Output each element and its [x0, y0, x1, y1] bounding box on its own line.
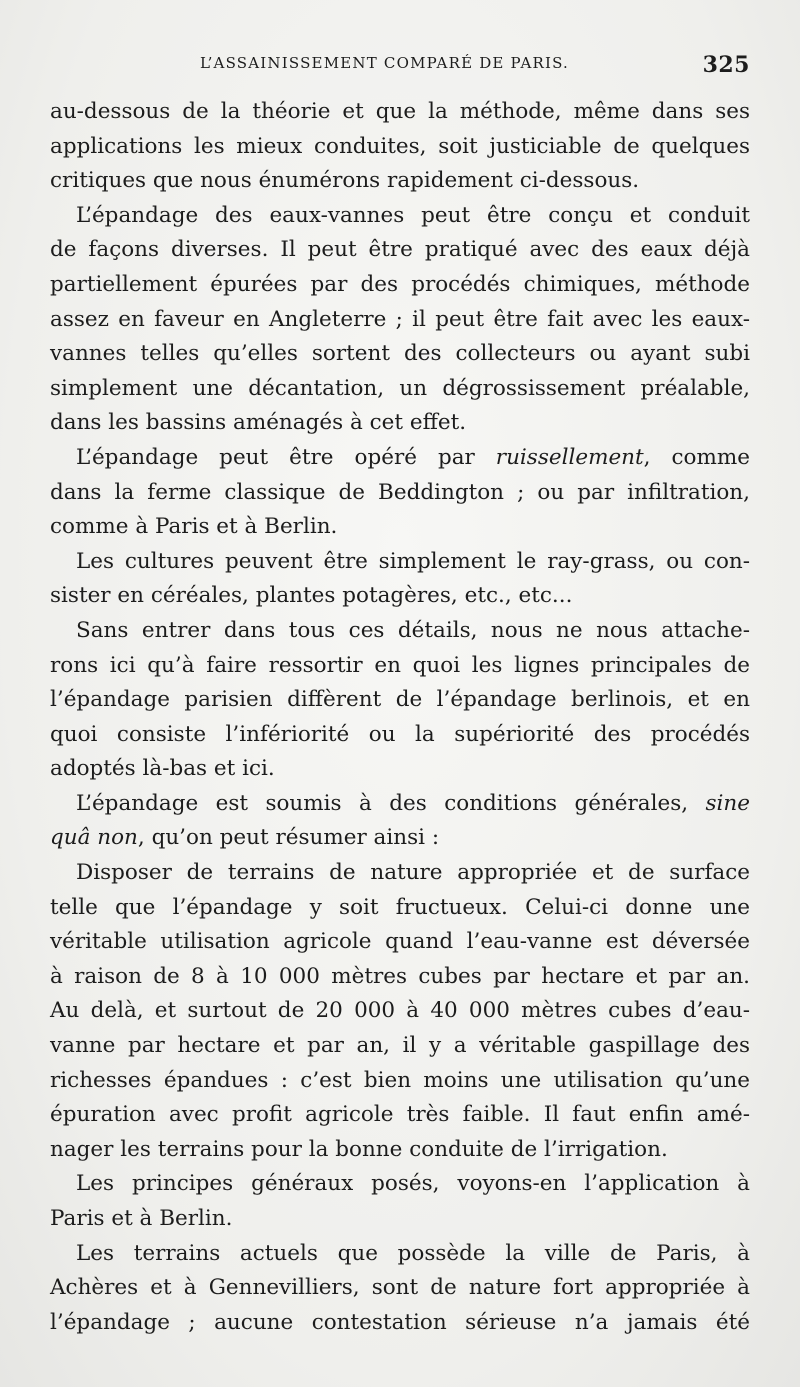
- text-line: partiellement épurées par des procédés chimiques, méthode: [50, 271, 750, 297]
- text-line: simplement une décantation, un dégrossissement préalable,: [50, 375, 750, 401]
- text-line: Les cultures peuvent être simplement le ray-grass, ou con-: [76, 548, 750, 574]
- text-line: critiques que nous énumérons rapidement ci-dessous.: [50, 168, 640, 194]
- italic-term: quâ non: [50, 825, 138, 851]
- page-number: 325: [702, 52, 750, 78]
- text-line: vannes telles qu’elles sortent des collecteurs ou ayant subi: [50, 341, 750, 367]
- text-line: quoi consiste l’infériorité ou la supériorité des procédés: [50, 721, 750, 747]
- text-line: quâ non, qu’on peut résumer ainsi :: [50, 825, 440, 851]
- page-header: [50, 54, 750, 84]
- text-line: l’épandage parisien diffèrent de l’épandage berlinois, et en: [50, 687, 750, 713]
- text-line: Au delà, et surtout de 20 000 à 40 000 mètres cubes d’eau-: [50, 998, 750, 1024]
- text-line: Les terrains actuels que possède la ville de Paris, à: [76, 1240, 750, 1266]
- text-line: Disposer de terrains de nature appropriée et de surface: [76, 860, 750, 886]
- text-line: sister en céréales, plantes potagères, etc., etc...: [50, 583, 573, 609]
- running-title: L’ASSAINISSEMENT COMPARÉ DE PARIS.: [200, 54, 570, 72]
- text-line: applications les mieux conduites, soit justiciable de quelques: [50, 133, 750, 159]
- text-line: au-dessous de la théorie et que la méthode, même dans ses: [50, 99, 750, 124]
- text-line: richesses épandues : c’est bien moins une utilisation qu’une: [50, 1067, 750, 1093]
- text-line: l’épandage ; aucune contestation sérieuse n’a jamais été: [50, 1309, 750, 1335]
- text-line: nager les terrains pour la bonne conduite de l’irrigation.: [50, 1136, 668, 1162]
- italic-term: ruissellement: [495, 444, 644, 470]
- text-line: Les principes généraux posés, voyons-en l’application à: [76, 1171, 750, 1197]
- italic-term: sine: [705, 790, 750, 816]
- text-line: à raison de 8 à 10 000 mètres cubes par hectare et par an.: [50, 963, 750, 989]
- text-line: dans les bassins aménagés à cet effet.: [50, 410, 467, 436]
- text-line: assez en faveur en Angleterre ; il peut être fait avec les eaux-: [50, 306, 750, 332]
- text-line: adoptés là-bas et ici.: [50, 756, 275, 782]
- text-line: comme à Paris et à Berlin.: [50, 514, 338, 540]
- text-line: rons ici qu’à faire ressortir en quoi les lignes principales de: [50, 652, 750, 678]
- text-line: Paris et à Berlin.: [50, 1206, 233, 1231]
- text-line: L’épandage peut être opéré par ruissellement, comme: [76, 444, 750, 470]
- text-line: Achères et à Gennevilliers, sont de nature fort appropriée à: [50, 1275, 750, 1301]
- text-line: vanne par hectare et par an, il y a véritable gaspillage des: [50, 1033, 750, 1059]
- text-line: dans la ferme classique de Beddington ; ou par infiltration,: [50, 479, 750, 505]
- body-text: [50, 95, 750, 1340]
- text-line: telle que l’épandage y soit fructueux. Celui-ci donne une: [50, 894, 750, 920]
- text-line: véritable utilisation agricole quand l’eau-vanne est déversée: [50, 929, 750, 955]
- text-line: L’épandage est soumis à des conditions générales, sine: [76, 790, 750, 816]
- text-line: épuration avec profit agricole très faible. Il faut enfin amé-: [50, 1102, 750, 1128]
- text-line: Sans entrer dans tous ces détails, nous ne nous attache-: [76, 617, 750, 643]
- text-line: L’épandage des eaux-vannes peut être conçu et conduit: [76, 202, 750, 228]
- text-line: de façons diverses. Il peut être pratiqué avec des eaux déjà: [50, 237, 750, 263]
